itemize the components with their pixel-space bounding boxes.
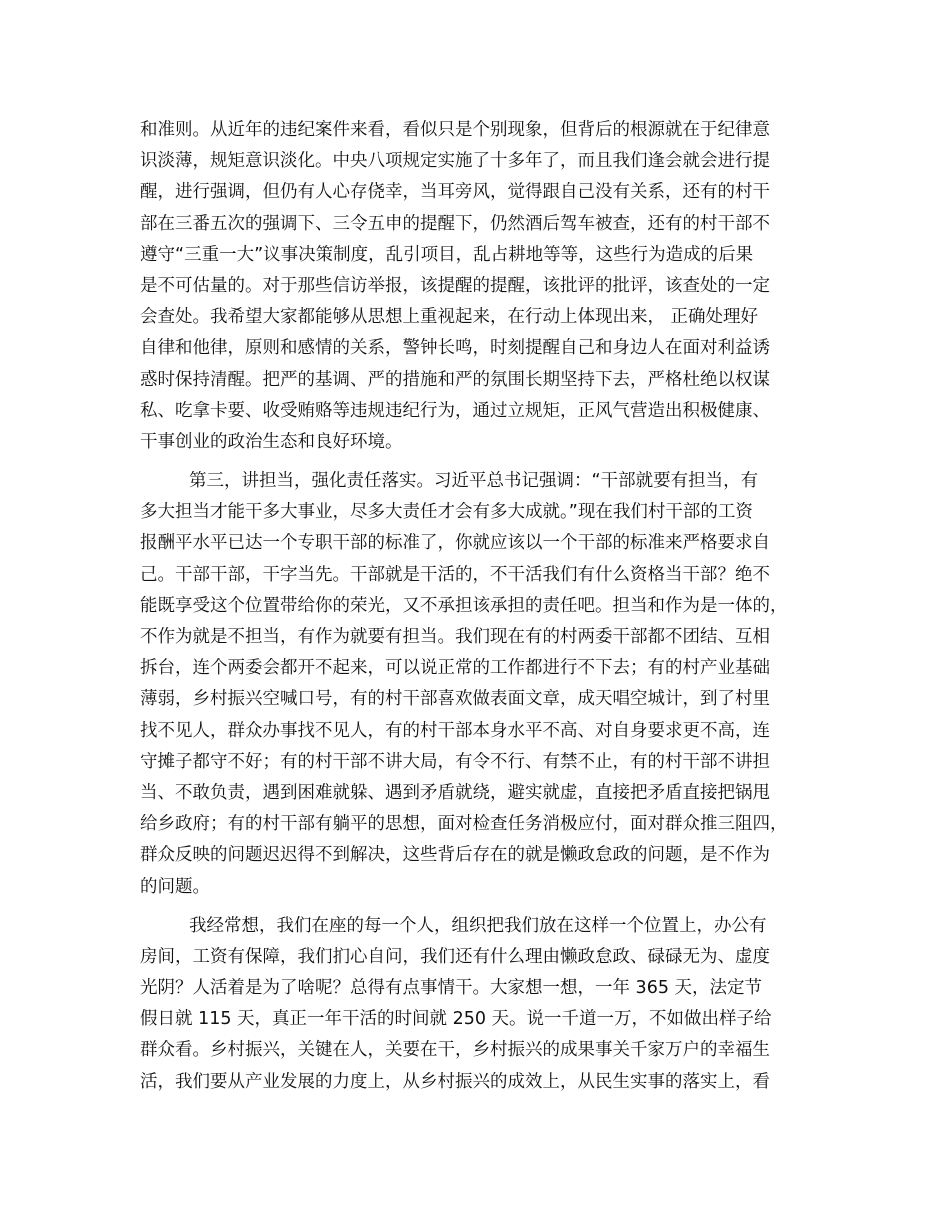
text-line: 不作为就是不担当，有作为就要有担当。我们现在有的村两委干部都不团结、互相 xyxy=(140,627,770,647)
text-line: 活，我们要从产业发展的力度上，从乡村振兴的成效上，从民生实事的落实上，看 xyxy=(140,1071,770,1092)
text-line: 己。干部干部，干字当先。干部就是干活的，不干活我们有什么资格当干部？绝不 xyxy=(140,564,770,585)
paragraph-3 xyxy=(140,911,830,1098)
text-line: 干事创业的政治生态和良好环境。 xyxy=(140,431,403,452)
text-line: 拆台，连个两委会都开不起来，可以说正常的工作都进行不下去；有的村产业基础 xyxy=(140,658,770,679)
document-body xyxy=(140,115,830,1106)
text-line: 是不可估量的。对于那些信访举报，该提醒的提醒，该批评的批评，该查处的一定 xyxy=(140,275,770,296)
paragraph-1 xyxy=(140,115,830,458)
text-line: 假日就 115 天，真正一年干活的时间就 250 天。说一千道一万，不如做出样子给 xyxy=(140,1009,772,1030)
text-line: 当、不敢负责，遇到困难就躲、遇到矛盾就绕，避实就虚，直接把矛盾直接把锅甩 xyxy=(140,782,770,803)
text-line: 守摊子都守不好；有的村干部不讲大局，有令不行、有禁不止，有的村干部不讲担 xyxy=(140,751,770,772)
text-line: 私、吃拿卡要、收受贿赂等违规违纪行为，通过立规矩，正风气营造出积极健康、 xyxy=(140,400,770,421)
text-line: 房间，工资有保障，我们扪心自问，我们还有什么理由懒政怠政、碌碌无为、虚度 xyxy=(140,946,770,967)
text-line: 遵守“三重一大”议事决策制度，乱引项目，乱占耕地等等，这些行为造成的后果 xyxy=(140,244,754,265)
text-line: 自律和他律，原则和感情的关系，警钟长鸣，时刻提醒自己和身边人在面对利益诱 xyxy=(140,338,770,359)
text-line: 报酬平水平已达一个专职干部的标准了，你就应该以一个干部的标准来严格要求自 xyxy=(140,533,770,554)
text-line: 和准则。从近年的违纪案件来看，看似只是个别现象，但背后的根源就在于纪律意 xyxy=(140,120,770,140)
text-line: 给乡政府；有的村干部有躺平的思想，面对检查任务消极应付，面对群众推三阻四， xyxy=(140,814,788,835)
text-line: 识淡薄，规矩意识淡化。中央八项规定实施了十多年了，而且我们逢会就会进行提 xyxy=(140,151,770,172)
text-line: 群众看。乡村振兴，关键在人，关要在干，乡村振兴的成果事关千家万户的幸福生 xyxy=(140,1040,770,1061)
text-line: 薄弱，乡村振兴空喊口号，有的村干部喜欢做表面文章，成天唱空城计，到了村里 xyxy=(140,689,770,710)
text-line: 群众反映的问题迟迟得不到解决，这些背后存在的就是懒政怠政的问题，是不作为 xyxy=(140,845,770,866)
text-line: 找不见人，群众办事找不见人，有的村干部本身水平不高、对自身要求更不高，连 xyxy=(140,720,770,741)
text-line: 第三，讲担当，强化责任落实。习近平总书记强调：“干部就要有担当，有 xyxy=(189,471,759,492)
text-line: 的问题。 xyxy=(140,876,210,897)
paragraph-2 xyxy=(140,466,830,903)
text-line: 我经常想，我们在座的每一个人，组织把我们放在这样一个位置上，办公有 xyxy=(189,915,767,936)
text-line: 会查处。我希望大家都能够从思想上重视起来，在行动上体现出来， 正确处理好 xyxy=(140,307,759,328)
text-line: 能既享受这个位置带给你的荣光，又不承担该承担的责任吧。担当和作为是一体的， xyxy=(140,595,788,616)
text-line: 惑时保持清醒。把严的基调、严的措施和严的氛围长期坚持下去，严格杜绝以权谋 xyxy=(140,369,770,390)
text-line: 多大担当才能干多大事业，尽多大责任才会有多大成就。”现在我们村干部的工资 xyxy=(140,502,753,523)
text-line: 醒，进行强调，但仍有人心存侥幸，当耳旁风，觉得跟自己没有关系，还有的村干 xyxy=(140,182,770,203)
text-line: 光阴？人活着是为了啥呢？总得有点事情干。大家想一想，一年 365 天，法定节 xyxy=(140,978,763,999)
text-line: 部在三番五次的强调下、三令五申的提醒下，仍然酒后驾车被查，还有的村干部不 xyxy=(140,213,770,234)
